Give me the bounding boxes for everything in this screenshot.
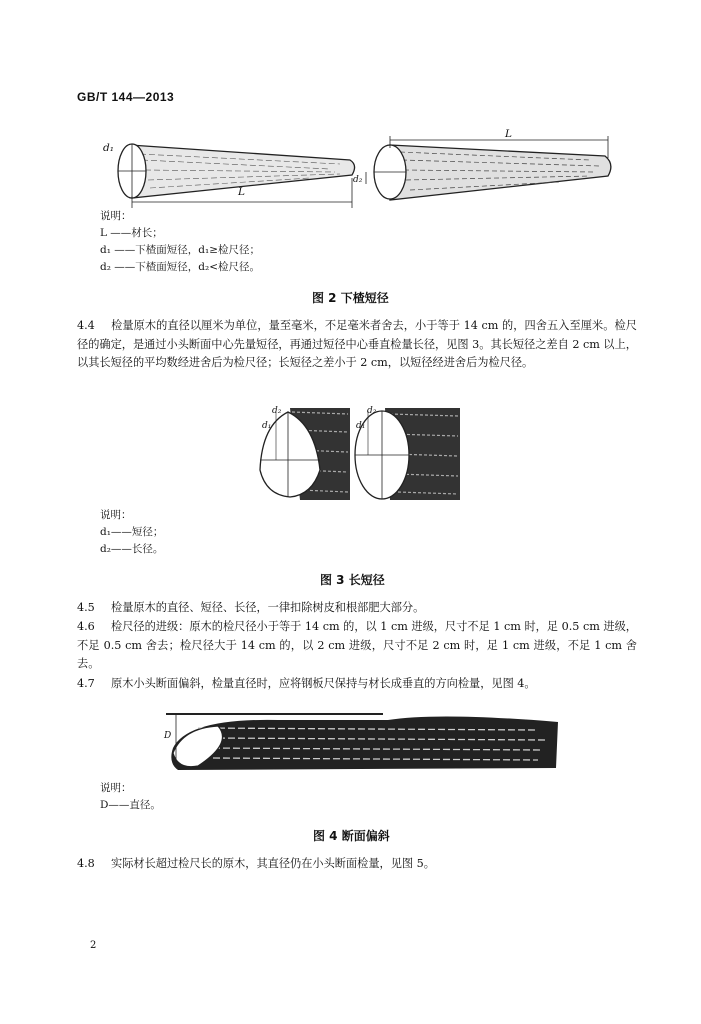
fig3-legend-item: d₂——长径。: [100, 543, 164, 555]
para-4-7: [77, 675, 637, 694]
fig2-caption: 图 2 下楂短径: [312, 291, 389, 305]
fig2-label-L-right: L: [505, 128, 512, 140]
standard-header: GB/T 144—2013: [77, 90, 175, 104]
fig3-caption: 图 3 长短径: [320, 573, 385, 587]
para-number: 4.8: [77, 857, 95, 870]
figure4-log: [158, 708, 563, 776]
fig2-legend-item: d₂ ——下楂面短径，d₂<检尺径。: [100, 261, 260, 273]
fig2-legend-item: d₁ ——下楂面短径，d₁≥检尺径；: [100, 244, 260, 256]
para-text: 检量原木的直径以厘米为单位，量至毫米，不足毫米者舍去，小于等于 14 cm 的，四舍五入至厘米。检尺径的确定，是通过小头断面中心先量短径，再通过短径中心垂直检量长径，见图 3。其长短径之差自 2 cm 以上，以其长短径的平均数经进舍后为检尺径；长短径之差小于 2 cm，以短径经进舍后为检尺径。: [77, 319, 637, 369]
para-4-5: [77, 599, 637, 618]
fig3-label-d2-right: d₂: [367, 406, 377, 416]
para-number: 4.6: [77, 620, 95, 633]
fig3-label-d2-left: d₂: [272, 406, 282, 416]
para-number: 4.5: [77, 601, 95, 614]
fig4-legend-title: 说明：: [100, 782, 132, 794]
fig2-label-L-left: L: [238, 186, 245, 198]
fig2-legend-item: L ——材长；: [100, 227, 163, 239]
fig2-legend: [100, 208, 260, 276]
para-4-6: [77, 618, 637, 674]
fig4-caption: 图 4 断面偏斜: [313, 829, 390, 843]
fig3-legend-item: d₁——短径；: [100, 526, 164, 538]
fig4-label-D: D: [164, 731, 172, 741]
figure2-log-right: [360, 128, 620, 208]
para-text: 实际材长超过检尺长的原木，其直径仍在小头断面检量，见图 5。: [111, 857, 435, 870]
fig2-label-d1: d₁: [103, 142, 114, 154]
figure2-log-left: [100, 130, 365, 210]
para-4-8: [77, 855, 637, 874]
para-4-4: [77, 317, 637, 373]
fig3-legend: [100, 507, 163, 558]
fig4-legend: [100, 780, 161, 814]
fig4-legend-item: D——直径。: [100, 799, 161, 811]
para-text: 检量原木的直径、短径、长径，一律扣除树皮和根部肥大部分。: [111, 601, 425, 614]
para-text: 检尺径的进级：原木的检尺径小于等于 14 cm 的，以 1 cm 进级，尺寸不足 1 cm 时，足 0.5 cm 进级，不足 0.5 cm 舍去；检尺径大于 14 cm 的，以 2 cm 进级，尺寸不足 2 cm 时，足 1 cm 进级，不足 1 cm 舍去。: [77, 620, 637, 670]
para-text: 原木小头断面偏斜，检量直径时，应将钢板尺保持与材长成垂直的方向检量，见图 4。: [111, 677, 536, 690]
page-number: 2: [90, 940, 97, 951]
fig3-label-d1-right: d₁: [356, 421, 366, 431]
fig3-legend-title: 说明：: [100, 509, 132, 521]
figure3-logs: [250, 400, 470, 505]
fig2-label-d2: d₂: [353, 175, 363, 185]
para-number: 4.4: [77, 319, 95, 332]
fig3-label-d1-left: d₁: [262, 421, 272, 431]
para-number: 4.7: [77, 677, 95, 690]
fig2-legend-title: 说明：: [100, 210, 132, 222]
